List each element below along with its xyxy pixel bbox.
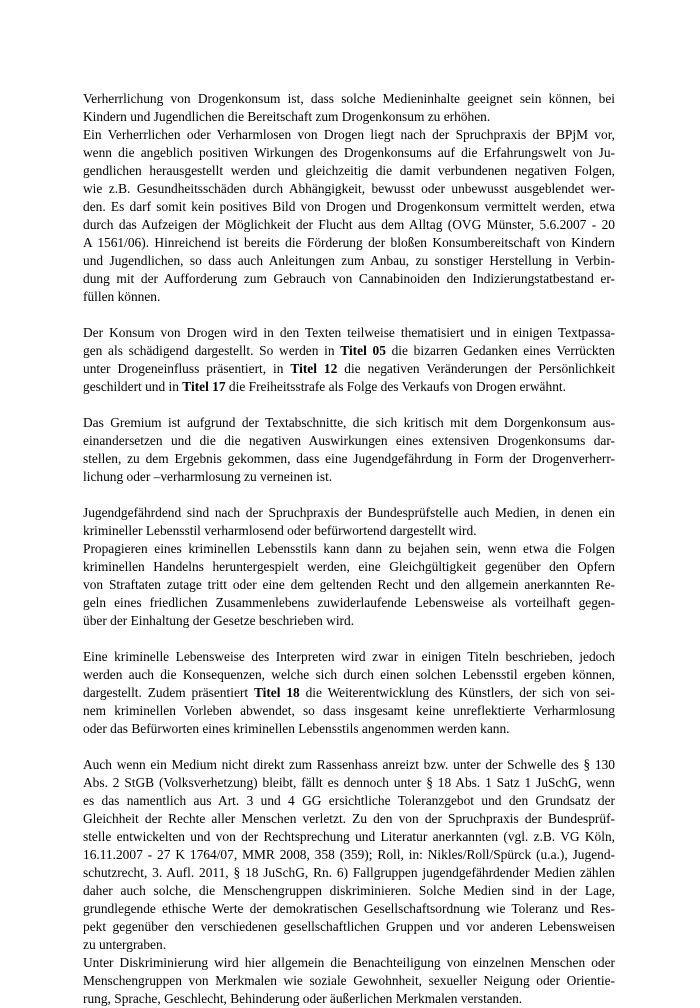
text-segment: und Jugendlichen, so dass auch Anleitungen zum Anbau, zu sonstiger Herstellung in Verbin- [83, 253, 615, 268]
text-segment: Das Gremium ist aufgrund der Textabschnitte, die sich kritisch mit dem Dorgenkonsum aus- [83, 415, 615, 430]
text-line [83, 828, 615, 846]
text-line [83, 432, 615, 450]
text-segment: einandersetzen und die die negativen Auswirkungen eines extensiven Drogenkonsums dar- [83, 433, 615, 448]
text-line [83, 846, 615, 864]
text-segment: die bizarren Gedanken eines Verrückten [385, 343, 615, 358]
text-segment: Propagieren eines kriminellen Lebensstils kann dann zu bejahen sein, wenn etwa die Folgen [83, 541, 615, 556]
text-line [83, 648, 615, 666]
text-line [83, 324, 615, 342]
text-segment: rung, Sprache, Geschlecht, Behinderung oder äußerlichen Merkmalen verstanden. [83, 991, 523, 1006]
text-line [83, 900, 615, 918]
bold-title-reference: Titel 05 [340, 343, 386, 358]
text-line [83, 108, 615, 126]
text-segment: 16.11.2007 - 27 K 1764/07, MMR 2008, 358 (359); Roll, in: Nikles/Roll/Spürck (u.a.), Jugend- [83, 847, 615, 862]
text-segment: stellen, zu dem Ergebnis gekommen, dass eine Jugendgefährdung in Form der Drogenverherr- [83, 451, 615, 466]
text-segment: Eine kriminelle Lebensweise des Interpreten wird zwar in einigen Titeln beschrieben, jedoch [83, 649, 615, 664]
text-line [83, 414, 615, 432]
text-line [83, 684, 615, 702]
text-segment: schutzrecht, 3. Aufl. 2011, § 18 JuSchG, Rn. 6) Fallgruppen jugendgefährdender Medien zählen [83, 865, 615, 880]
text-line [83, 252, 615, 270]
text-segment: Der Konsum von Drogen wird in den Texten teilweise thematisiert und in einigen Textpassa- [83, 325, 615, 340]
text-segment: daher auch solche, die Menschengruppen diskriminieren. Solche Medien sind in der Lage, [83, 883, 615, 898]
text-line [83, 360, 615, 378]
text-line [83, 216, 615, 234]
text-line [83, 162, 615, 180]
text-segment: die negativen Veränderungen der Persönlichkeit [337, 361, 616, 376]
bold-title-reference: Titel 17 [182, 379, 226, 394]
text-line [83, 90, 615, 108]
text-segment: geschildert und in [83, 379, 183, 394]
text-line [83, 918, 615, 936]
text-line [83, 378, 615, 396]
text-line [83, 882, 615, 900]
text-segment: unter Drogeneinfluss präsentiert, in [83, 361, 291, 376]
text-line [83, 756, 615, 774]
text-segment: Menschengruppen von Merkmalen wie soziale Gewohnheit, sexueller Neigung oder Orientie- [83, 973, 615, 988]
text-line [83, 972, 615, 990]
text-line [83, 864, 615, 882]
text-segment: A 1561/06). Hinreichend ist bereits die Förderung der bloßen Konsumbereitschaft von Kindern [83, 235, 615, 250]
text-segment: den. Es darf somit kein positives Bild von Drogen und Drogenkonsum vermittelt werden, etwa [83, 199, 615, 214]
text-segment: von Straftaten zutage tritt oder eine dem geltenden Recht und den allgemein anerkannten Re- [83, 577, 615, 592]
text-segment: wie z.B. Gesundheitsschäden durch Abhängigkeit, bewusst oder unbewusst ausgeblendet wer- [83, 181, 615, 196]
text-line [83, 180, 615, 198]
text-segment: grundlegende ethische Werte der demokratischen Gesellschaftsordnung wie Toleranz und Res- [83, 901, 615, 916]
text-segment: die Weiterentwicklung des Künstlers, der sich von sei- [299, 685, 615, 700]
text-segment: Verherrlichung von Drogenkonsum ist, dass solche Medieninhalte geeignet sein können, bei [83, 91, 615, 106]
text-line [83, 792, 615, 810]
text-segment: die Freiheitsstrafe als Folge des Verkaufs von Drogen erwähnt. [225, 379, 566, 394]
text-segment: lichung oder –verharmlosung zu verneinen ist. [83, 469, 333, 484]
text-segment: oder das Befürworten eines kriminellen Lebensstils angenommen werden kann. [83, 721, 510, 736]
text-segment: dargestellt. Zudem präsentiert [83, 685, 254, 700]
text-line [83, 576, 615, 594]
text-segment: Unter Diskriminierung wird hier allgemein die Benachteiligung von einzelnen Menschen oder [83, 955, 615, 970]
text-line [83, 270, 615, 288]
text-segment: pekt gegenüber den verschiedenen gesellschaftlichen Gruppen und vor anderen Lebensweisen [83, 919, 615, 934]
text-segment: dung mit der Aufforderung zum Gebrauch von Cannabinoiden den Indizierungstatbestand er- [83, 271, 615, 286]
text-line [83, 990, 615, 1008]
text-line [83, 126, 615, 144]
text-segment: füllen können. [83, 289, 161, 304]
text-line [83, 936, 615, 954]
text-segment: zu untergraben. [83, 937, 167, 952]
text-segment: kriminellen Handelns heruntergespielt werden, eine Gleichgültigkeit gegenüber den Opfern [83, 559, 615, 574]
text-line [83, 450, 615, 468]
text-segment: krimineller Lebensstil verharmlosend oder befürwortend dargestellt wird. [83, 523, 477, 538]
text-segment: nem kriminellen Vorleben abwendet, so dass insgesamt keine unreflektierte Verharmlosung [83, 703, 615, 718]
text-segment: Gleichheit der Rechte aller Menschen verletzt. Zu den von der Spruchpraxis der Bundesprüf- [83, 811, 615, 826]
text-line [83, 666, 615, 684]
text-segment: wenn die angeblich positiven Wirkungen des Drogenkonsums auf die Erfahrungswelt von Ju- [83, 145, 615, 160]
text-segment: Auch wenn ein Medium nicht direkt zum Rassenhass anreizt bzw. unter der Schwelle des § 130 [83, 757, 615, 772]
text-line [83, 594, 615, 612]
text-segment: gen als schädigend dargestellt. So werden in [83, 343, 341, 358]
text-line [83, 468, 615, 486]
text-line [83, 810, 615, 828]
text-line [83, 558, 615, 576]
text-segment: gendlichen herausgestellt werden und gleichzeitig die damit verbundenen negativen Folgen, [83, 163, 615, 178]
text-line [83, 774, 615, 792]
text-line [83, 522, 615, 540]
text-line [83, 504, 615, 522]
bold-title-reference: Titel 18 [253, 685, 300, 700]
text-line [83, 612, 615, 630]
text-segment: es das namentlich aus Art. 3 und 4 GG ersichtliche Toleranzgebot und den Grundsatz der [83, 793, 615, 808]
text-segment: Abs. 2 StGB (Volksverhetzung) bleibt, fällt es dennoch unter § 18 Abs. 1 Satz 1 JuSchG, wenn [83, 775, 615, 790]
text-line [83, 702, 615, 720]
text-line [83, 540, 615, 558]
text-line [83, 198, 615, 216]
text-segment: Ein Verherrlichen oder Verharmlosen von Drogen liegt nach der Spruchpraxis der BPjM vor, [83, 127, 615, 142]
bold-title-reference: Titel 12 [290, 361, 338, 376]
text-line [83, 954, 615, 972]
text-segment: werden auch die Konsequenzen, welche sich durch einen solchen Lebensstil ergeben können, [83, 667, 615, 682]
text-line [83, 234, 615, 252]
text-segment: stelle entwickelten und von der Rechtsprechung und Literatur anerkannten (vgl. z.B. VG Köln, [83, 829, 615, 844]
text-segment: Kindern und Jugendlichen die Bereitschaft zum Drogenkonsum zu erhöhen. [83, 109, 491, 124]
text-segment: durch das Aufzeigen der Möglichkeit der Flucht aus dem Alltag (OVG Münster, 5.6.2007 - 20 [83, 217, 615, 232]
text-line [83, 342, 615, 360]
text-line [83, 144, 615, 162]
text-segment: geln eines friedlichen Zusammenlebens zuwiderlaufende Lebensweise als vorteilhaft gegen- [83, 595, 615, 610]
text-line [83, 720, 615, 738]
text-segment: Jugendgefährdend sind nach der Spruchpraxis der Bundesprüfstelle auch Medien, in denen ein [83, 505, 615, 520]
text-line [83, 288, 615, 306]
text-segment: über der Einhaltung der Gesetze beschrieben wird. [83, 613, 355, 628]
